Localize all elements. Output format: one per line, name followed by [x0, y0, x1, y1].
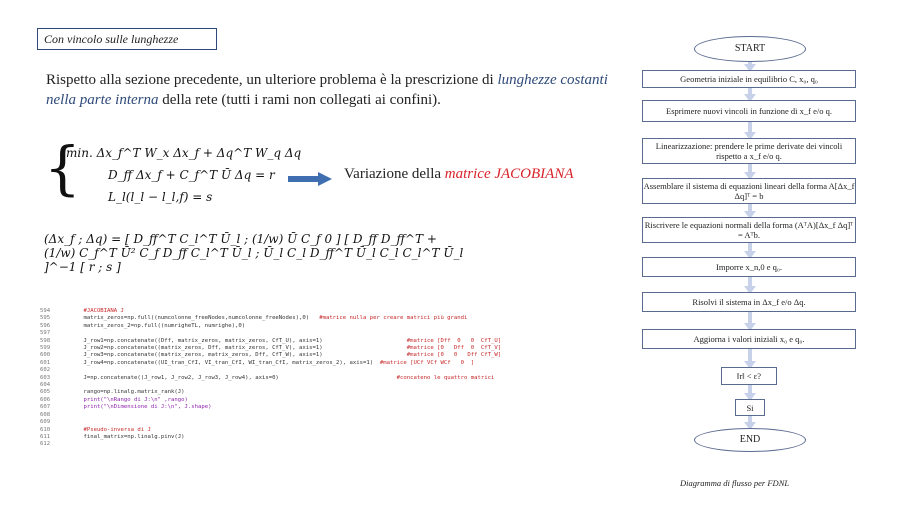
yes-node: Si — [735, 399, 765, 416]
line-number: 603 — [40, 374, 51, 381]
code-text: J_row2=np.concatenate((matrix_zeros, Dff, matrix_zeros, CfT_V), axis=1) — [70, 345, 323, 352]
flow-step: Linearizzazione: prendere le prime derivate dei vincoli rispetto a x_f e/o q. — [642, 138, 856, 164]
code-text: matrix_zeros_2=np.full((numrigheTL, numrighe),0) — [70, 322, 246, 329]
line-number: 606 — [40, 396, 51, 403]
code-line — [40, 323, 501, 330]
code-comment: #concateno le quattro matrici — [278, 374, 495, 381]
flow-step: Aggiorna i valori iniziali x₀ e q₀. — [642, 329, 856, 349]
code-comment: #matrice nulla per creare matrici più grandi — [309, 315, 468, 322]
line-number: 612 — [40, 441, 51, 448]
matrix-equation: (Δx_f ; Δq) = [ D_ff^T C_l^T Ū_l ; (1/w) Ū C_f 0 ] [ D_ff D_ff^T + (1/w) C_f^T Ū² C_f D_ff C_l^T Ū_l ; Ū_l C_l D_ff^T Ū_l C_l C_l^T Ū_l ]^−1 [ r ; s ] — [44, 232, 464, 274]
code-text: J=np.concatenate((J_row1, J_row2, J_row3, J_row4), axis=0) — [70, 374, 279, 381]
flow-step: Esprimere nuovi vincoli in funzione di x_f e/o q. — [642, 100, 856, 122]
variation-text: Variazione della — [344, 166, 445, 182]
code-text: #JACOBIANA J — [70, 308, 124, 314]
line-number: 597 — [40, 330, 51, 337]
code-comment: #matrice [Dff 0 0 CfT_U] — [322, 337, 502, 344]
intro-text-2: della rete (tutti i rami non collegati ai confini). — [158, 92, 441, 108]
flow-connector — [748, 277, 752, 286]
code-text: matrix_zeros=np.full((numcolonne_freeNodes,numcolonne_freeNodes),0) — [70, 315, 310, 322]
right-arrow-icon — [288, 172, 332, 186]
flow-connector — [748, 385, 752, 393]
code-line — [40, 427, 501, 434]
line-number: 605 — [40, 389, 51, 396]
flowchart-caption: Diagramma di flusso per FDNL — [680, 478, 790, 488]
code-snippet — [40, 308, 501, 449]
line-number: 600 — [40, 352, 51, 359]
slide-title: Con vincolo sulle lunghezze — [37, 28, 217, 50]
code-text: rango=np.linalg.matrix_rank(J) — [70, 389, 185, 396]
flow-step: Risolvi il sistema in Δx_f e/o Δq. — [642, 292, 856, 312]
start-node: START — [694, 36, 806, 62]
intro-paragraph — [46, 70, 626, 110]
code-line — [40, 360, 501, 367]
flow-step: Imporre x_n,0 e q₀. — [642, 257, 856, 277]
flow-connector — [748, 204, 752, 211]
code-text: final_matrix=np.linalg.pinv(J) — [70, 433, 185, 440]
line-number: 599 — [40, 345, 51, 352]
code-comment: #matrice [UCf VCf WCf 0 ] — [373, 359, 475, 366]
line-number: 607 — [40, 404, 51, 411]
line-number: 598 — [40, 337, 51, 344]
line-number: 594 — [40, 308, 51, 314]
code-line — [40, 375, 501, 382]
code-line — [40, 434, 501, 441]
code-line — [40, 419, 501, 426]
variation-red-text: matrice JACOBIANA — [444, 166, 574, 182]
code-comment: #matrice [0 Dff 0 CfT_V] — [322, 345, 502, 352]
flow-step: Assemblare il sistema di equazioni lineari della forma A[Δx_f Δq]ᵀ = b — [642, 178, 856, 204]
line-number: 602 — [40, 367, 51, 374]
code-line — [40, 382, 501, 389]
flow-connector — [748, 122, 752, 132]
equation-line-2: D_ff Δx_f + C_f^T Ū Δq = r — [108, 168, 275, 182]
code-line — [40, 315, 501, 322]
flow-step: Geometria iniziale in equilibrio C, x₀, q₀ — [642, 70, 856, 88]
convergence-check: ‖r‖ < ε? — [721, 367, 777, 385]
code-text: #Pseudo-inversa di J — [70, 426, 151, 433]
code-text: print("\nDimensione di J:\n", J.shape) — [70, 404, 212, 411]
code-line — [40, 404, 501, 411]
line-number: 610 — [40, 426, 51, 433]
line-number: 604 — [40, 382, 51, 389]
equation-line-3: L_l(l_l − l_l,f) = s — [108, 190, 213, 204]
line-number: 596 — [40, 322, 51, 329]
code-text: J_row4=np.concatenate((UI_tran_CfI, VI_tran_CfI, WI_tran_CfI, matrix_zeros_2), axis=1) — [70, 359, 374, 366]
flow-connector — [748, 243, 752, 251]
code-line — [40, 338, 501, 345]
intro-italic: lunghezze costanti nella parte interna — [46, 72, 608, 108]
flow-connector — [748, 312, 752, 323]
variation-label — [344, 166, 574, 183]
line-number: 601 — [40, 359, 51, 366]
flow-connector — [748, 164, 752, 172]
code-line — [40, 330, 501, 337]
flow-step: Riscrivere le equazioni normali della forma (AᵀA)[Δx_f Δq]ᵀ = Aᵀb. — [642, 217, 856, 243]
flow-connector — [748, 349, 752, 361]
line-number: 611 — [40, 433, 51, 440]
system-brace: { — [44, 134, 81, 202]
code-text: print("\nRango di J:\n" ,rango) — [70, 396, 188, 403]
code-line — [40, 389, 501, 396]
code-text: J_row1=np.concatenate((Dff, matrix_zeros, matrix_zeros, CfT_U), axis=1) — [70, 337, 323, 344]
code-line — [40, 441, 501, 448]
code-line — [40, 397, 501, 404]
code-line — [40, 352, 501, 359]
code-line — [40, 367, 501, 374]
intro-text-1: Rispetto alla sezione precedente, un ulteriore problema è la prescrizione di — [46, 72, 498, 88]
equation-line-1: min. Δx_f^T W_x Δx_f + Δq^T W_q Δq — [66, 146, 302, 160]
code-comment: #matrice [0 0 Dff CfT_W] — [322, 352, 502, 359]
code-line — [40, 412, 501, 419]
line-number: 608 — [40, 411, 51, 418]
code-text: J_row3=np.concatenate((matrix_zeros, matrix_zeros, Dff, CfT_W), axis=1) — [70, 352, 323, 359]
line-number: 609 — [40, 419, 51, 426]
code-line — [40, 345, 501, 352]
line-number: 595 — [40, 315, 51, 322]
end-node: END — [694, 428, 806, 452]
